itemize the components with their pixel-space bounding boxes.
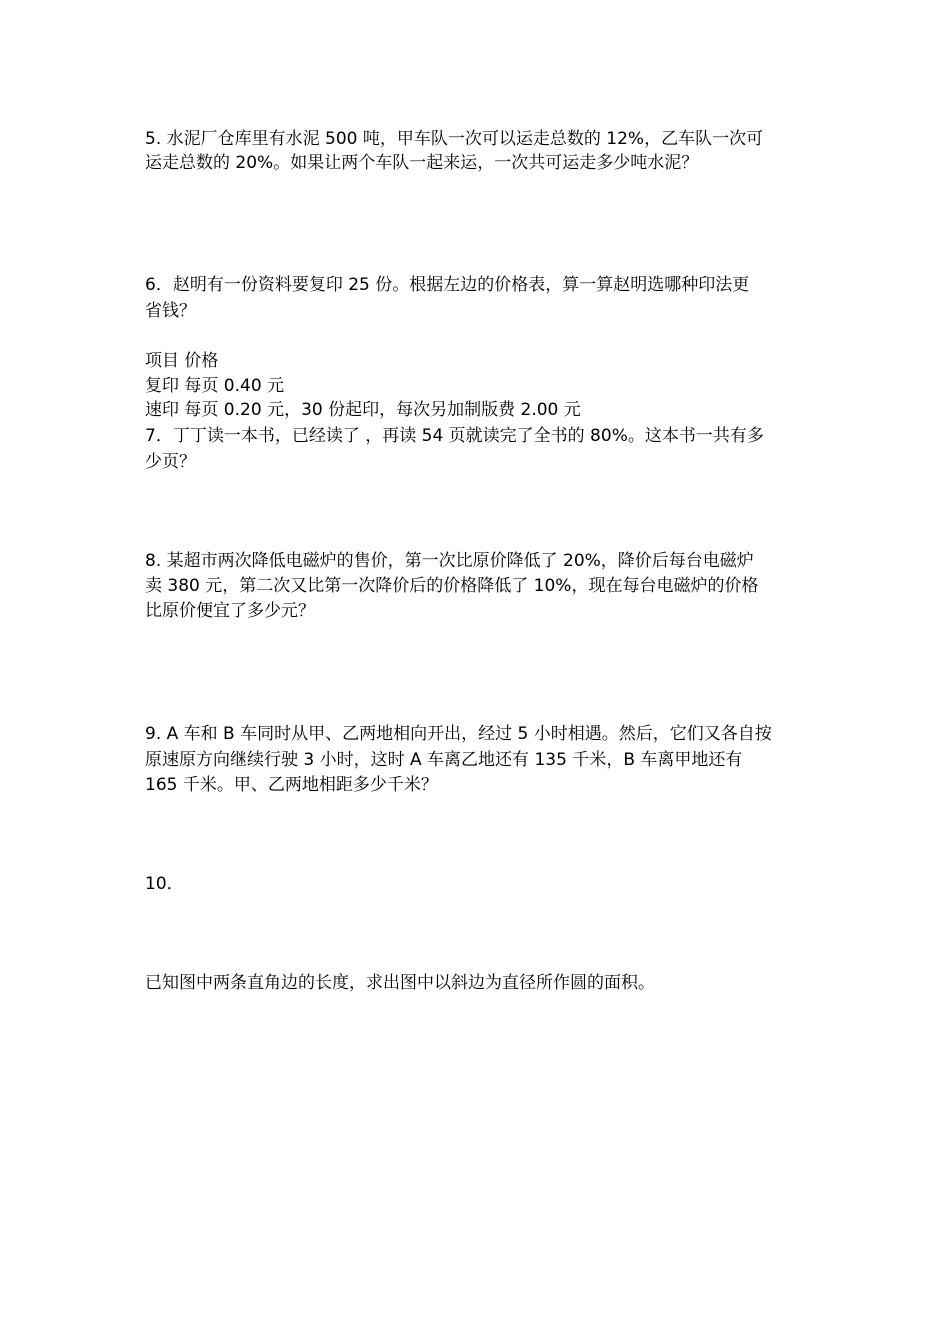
question-8-line-3: 比原价便宜了多少元？ xyxy=(145,601,315,621)
question-8-line-1: 8. 某超市两次降低电磁炉的售价，第一次比原价降低了 20%，降价后每台电磁炉 xyxy=(145,551,754,571)
question-6-line-2: 省钱？ xyxy=(145,301,196,321)
price-table-header: 项目 价格 xyxy=(145,351,219,371)
question-5-line-2: 运走总数的 20%。如果让两个车队一起来运，一次共可运走多少吨水泥？ xyxy=(145,153,699,173)
question-7-line-2: 少页？ xyxy=(145,452,196,472)
question-5-line-1: 5. 水泥厂仓库里有水泥 500 吨，甲车队一次可以运走总数的 12%，乙车队一次可 xyxy=(145,129,764,149)
price-table-row-copy: 复印 每页 0.40 元 xyxy=(145,376,285,396)
question-10-number: 10． xyxy=(145,874,184,894)
question-9-line-1: 9. A 车和 B 车同时从甲、乙两地相向开出，经过 5 小时相遇。然后，它们又各自按 xyxy=(145,724,772,744)
question-7-line-1: 7．丁丁读一本书，已经读了 ，再读 54 页就读完了全书的 80%。这本书一共有多 xyxy=(145,426,764,446)
question-9-line-2: 原速原方向继续行驶 3 小时，这时 A 车离乙地还有 135 千米，B 车离甲地还有 xyxy=(145,750,743,770)
question-10-text: 已知图中两条直角边的长度，求出图中以斜边为直径所作圆的面积。 xyxy=(145,973,655,993)
question-6-line-1: 6．赵明有一份资料要复印 25 份。根据左边的价格表，算一算赵明选哪种印法更 xyxy=(145,275,750,295)
question-8-line-2: 卖 380 元，第二次又比第一次降价后的价格降低了 10%，现在每台电磁炉的价格 xyxy=(145,576,759,596)
price-table-row-quickprint: 速印 每页 0.20 元，30 份起印，每次另加制版费 2.00 元 xyxy=(145,400,581,420)
question-9-line-3: 165 千米。甲、乙两地相距多少千米？ xyxy=(145,775,438,795)
